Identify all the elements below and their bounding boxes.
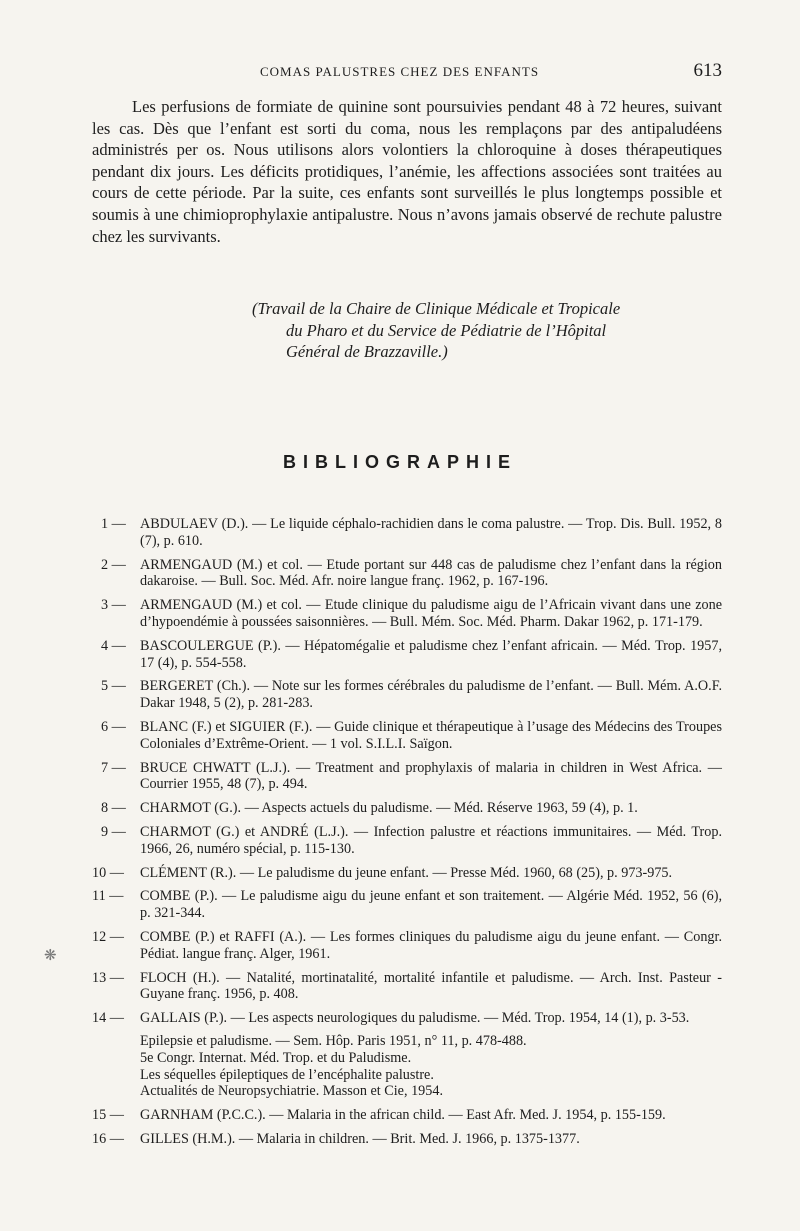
running-title: COMAS PALUSTRES CHEZ DES ENFANTS [260, 64, 540, 79]
body-paragraph: Les perfusions de formiate de quinine sont poursuivies pendant 48 à 72 heures, suivant les cas. Dès que l’enfant est sorti du coma, nous les remplaçons par des antipaludéens administrés per os. Nous utilisons alors volontiers la chloroquine à doses thérapeutiques pendant dix jours. Les déficits protidiques, l’anémie, les affections associées sont traitées au cours de cette période. Par la suite, ces enfants sont surveillés le plus longtemps possible et soumis à une chimioprophylaxie antipalustre. Nous n’avons jamais observé de rechute palustre chez les survivants. [92, 97, 722, 246]
reference-number: 6 — [101, 718, 126, 735]
bibliography-heading: BIBLIOGRAPHIE [282, 452, 517, 472]
reference-number: 13 — [92, 969, 124, 986]
reference-item [0, 970, 800, 1004]
reference-text: GALLAIS (P.). — Les aspects neurologiques du paludisme. — Méd. Trop. 1954, 14 (1), p. 3-53. [140, 1010, 690, 1027]
reference-list [0, 516, 800, 1155]
reference-item [0, 800, 800, 817]
reference-item [0, 929, 800, 963]
reference-number: 15 — [92, 1107, 124, 1124]
reference-item [0, 1010, 800, 1100]
reference-continuation: Actualités de Neuropsychiatrie. Masson et Cie, 1954. [140, 1083, 443, 1100]
reference-item [0, 824, 800, 858]
reference-continuation: Epilepsie et paludisme. — Sem. Hôp. Paris 1951, n° 11, p. 478-488. [140, 1032, 527, 1049]
reference-number: 14 — [92, 1010, 124, 1027]
reference-item [0, 638, 800, 672]
reference-number: 12 — [92, 928, 124, 945]
reference-number: 5 — [101, 678, 126, 695]
reference-item [0, 1107, 800, 1124]
affiliation-line: du Pharo et du Service de Pédiatrie de l’Hôpital [286, 320, 607, 340]
reference-continuation: Les séquelles épileptiques de l’encéphalite palustre. [140, 1066, 434, 1083]
reference-number: 10 — [92, 864, 124, 881]
reference-number: 8 — [101, 800, 126, 817]
running-head [92, 60, 722, 84]
reference-number: 7 — [101, 759, 126, 776]
reference-text: COMBE (P.) et RAFFI (A.). — Les formes cliniques du paludisme aigu du jeune enfant. — Congr. Pédiat. langue franç. Alger, 1961. [140, 928, 722, 962]
reference-item [0, 597, 800, 631]
reference-text: GILLES (H.M.). — Malaria in children. — Brit. Med. J. 1966, p. 1375-1377. [140, 1130, 580, 1147]
reference-item [0, 719, 800, 753]
reference-item [0, 865, 800, 882]
reference-text: ABDULAEV (D.). — Le liquide céphalo-rachidien dans le coma palustre. — Trop. Dis. Bull. 1952, 8 (7), p. 610. [140, 516, 722, 549]
page-number: 613 [693, 60, 722, 81]
reference-text: BRUCE CHWATT (L.J.). — Treatment and prophylaxis of malaria in children in West Africa. — Courrier 1955, 48 (7), p. 494. [140, 759, 722, 793]
reference-item [0, 1131, 800, 1148]
reference-text: BLANC (F.) et SIGUIER (F.). — Guide clinique et thérapeutique à l’usage des Médecins des Troupes Coloniales d’Extrême-Orient. — 1 vol. S.I.L.I. Saïgon. [140, 718, 722, 752]
reference-number: 11 — [92, 888, 124, 905]
reference-text: FLOCH (H.). — Natalité, mortinatalité, mortalité infantile et paludisme. — Arch. Inst. Pasteur - Guyane franç. 1956, p. 408. [140, 969, 722, 1003]
affiliation-line: (Travail de la Chaire de Clinique Médicale et Tropicale [252, 299, 621, 318]
reference-text: BASCOULERGUE (P.). — Hépatomégalie et paludisme chez l’enfant africain. — Méd. Trop. 1957, 17 (4), p. 554-558. [140, 637, 722, 671]
reference-continuation: 5e Congr. Internat. Méd. Trop. et du Paludisme. [140, 1049, 412, 1066]
reference-item [0, 557, 800, 591]
reference-number: 4 — [101, 637, 126, 654]
margin-mark-icon: ❋ [44, 948, 57, 964]
reference-text: ARMENGAUD (M.) et col. — Etude clinique du paludisme aigu de l’Africain vivant dans une zone d’hypoendémie à poussées saisonnières. — Bull. Mém. Soc. Méd. Pharm. Dakar 1962, p. 171-179. [140, 597, 722, 630]
reference-number: 3 — [101, 597, 126, 614]
reference-number: 9 — [101, 823, 126, 840]
reference-number: 1 — [101, 516, 126, 532]
affiliation-note [252, 298, 702, 363]
reference-text: CHARMOT (G.). — Aspects actuels du paludisme. — Méd. Réserve 1963, 59 (4), p. 1. [140, 800, 638, 817]
reference-text: CHARMOT (G.) et ANDRÉ (L.J.). — Infection palustre et réactions immunitaires. — Méd. Trop. 1966, 26, numéro spécial, p. 115-130. [140, 823, 722, 857]
reference-text: ARMENGAUD (M.) et col. — Etude portant sur 448 cas de paludisme chez l’enfant dans la région dakaroise. — Bull. Soc. Méd. Afr. noire langue franç. 1962, p. 167-196. [140, 556, 722, 590]
reference-text: BERGERET (Ch.). — Note sur les formes cérébrales du paludisme de l’enfant. — Bull. Mém. A.O.F. Dakar 1948, 5 (2), p. 281-283. [140, 678, 722, 712]
affiliation-line: Général de Brazzaville.) [286, 342, 448, 362]
reference-item [0, 516, 800, 550]
reference-text: CLÉMENT (R.). — Le paludisme du jeune enfant. — Presse Méd. 1960, 68 (25), p. 973-975. [140, 864, 673, 881]
reference-item [0, 760, 800, 794]
reference-number: 2 — [101, 556, 126, 573]
reference-number: 16 — [92, 1130, 124, 1147]
reference-text: GARNHAM (P.C.C.). — Malaria in the african child. — East Afr. Med. J. 1954, p. 155-159. [140, 1107, 666, 1124]
reference-item [0, 888, 800, 922]
reference-item [0, 678, 800, 712]
reference-text: COMBE (P.). — Le paludisme aigu du jeune enfant et son traitement. — Algérie Méd. 1952, 56 (6), p. 321-344. [140, 888, 722, 922]
